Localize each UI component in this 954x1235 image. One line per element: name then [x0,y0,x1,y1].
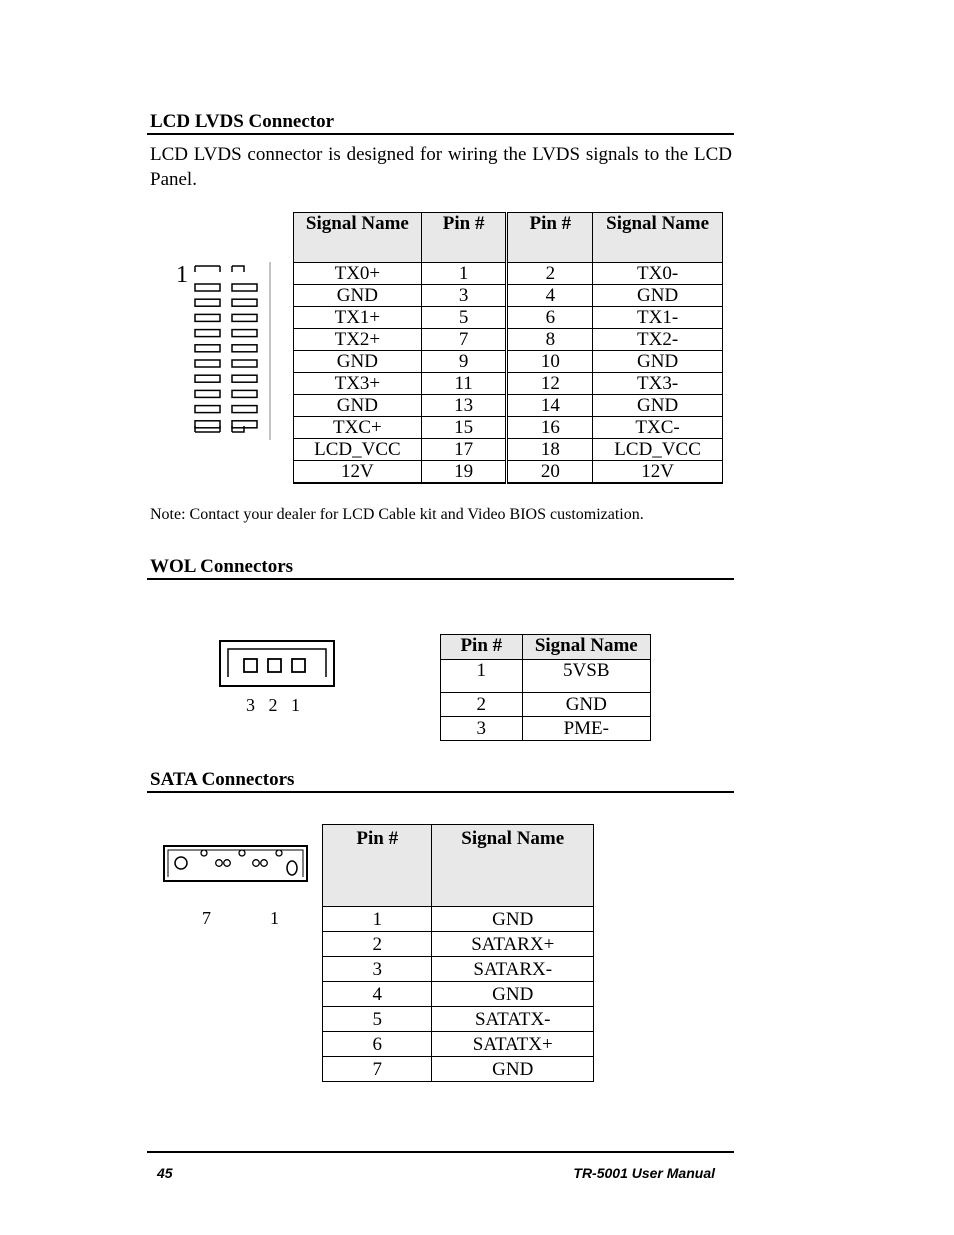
sata-pin: 7 [323,1057,432,1082]
lvds-signal-right: 12V [593,461,723,484]
sata-table-row [323,982,594,1007]
sata-signal: SATARX+ [432,932,594,957]
wol-connector-diagram [218,639,338,689]
lvds-table-row [294,307,723,329]
lvds-pin-left: 11 [421,373,507,395]
sata-pin: 5 [323,1007,432,1032]
lvds-pin-shape [232,375,257,382]
wol-pin-labels: 3 2 1 [246,695,300,715]
lvds-table-row [294,285,723,307]
lvds-signal-left: TX2+ [294,329,422,351]
lvds-pin-shape [232,330,257,337]
lvds-pin-shape [232,406,257,413]
lvds-signal-left: TX1+ [294,307,422,329]
sata-pin: 6 [323,1032,432,1057]
lvds-signal-left: 12V [294,461,422,484]
lvds-table-row [294,395,723,417]
sata-header-signal: Signal Name [432,825,594,907]
lvds-pin-right: 8 [507,329,593,351]
wol-pin-table [440,634,651,741]
sata-table-row [323,907,594,932]
lvds-header-signal-right: Signal Name [593,213,723,263]
wol-header-signal: Signal Name [522,635,650,660]
lvds-table-row [294,373,723,395]
lvds-pin-shape [195,421,220,428]
page-number: 45 [157,1165,173,1181]
sata-title-rule [147,791,734,793]
sata-signal: GND [432,907,594,932]
lvds-header-pin-left: Pin # [421,213,507,263]
lvds-signal-left: GND [294,285,422,307]
sata-pin-table [322,824,594,1082]
sata-signal: GND [432,982,594,1007]
manual-title: TR-5001 User Manual [573,1165,715,1181]
wol-header-pin: Pin # [441,635,523,660]
lvds-signal-right: TX2- [593,329,723,351]
lvds-table-row [294,439,723,461]
lvds-pin1-label: 1 [176,262,188,288]
sata-table-row [323,1032,594,1057]
wol-title-rule [147,578,734,580]
sata-table-row [323,1057,594,1082]
lvds-pin-shape [232,314,257,321]
sata-pin7-label: 7 [202,908,211,928]
lvds-description: LCD LVDS connector is designed for wiring the LVDS signals to the LCD Panel. [150,144,732,190]
sata-table-row [323,1007,594,1032]
lvds-pin-shape [232,360,257,367]
lvds-pin-left: 5 [421,307,507,329]
lvds-pin-right: 14 [507,395,593,417]
lvds-note: Note: Contact your dealer for LCD Cable kit and Video BIOS customization. [150,506,644,523]
lvds-signal-left: GND [294,351,422,373]
lvds-pin-right: 6 [507,307,593,329]
lvds-pin-shape [232,390,257,397]
sata-table-row [323,957,594,982]
lvds-pin-left: 1 [421,263,507,285]
wol-pin-2: 2 [441,693,523,717]
sata-pin: 1 [323,907,432,932]
lvds-header-signal-left: Signal Name [294,213,422,263]
lvds-section-title: LCD LVDS Connector [150,111,335,132]
lvds-pin-shape [232,345,257,352]
sata-signal: GND [432,1057,594,1082]
lvds-pin-left: 19 [421,461,507,484]
lvds-table-row [294,329,723,351]
lvds-pin-right: 18 [507,439,593,461]
wol-pin-1: 1 [441,660,523,693]
lvds-signal-left: TXC+ [294,417,422,439]
lvds-header-pin-right: Pin # [507,213,593,263]
lvds-pin-shape [232,299,257,306]
lvds-pin-left: 17 [421,439,507,461]
sata-pin1-label: 1 [270,908,279,928]
lvds-pin-right: 12 [507,373,593,395]
lvds-pin-left: 15 [421,417,507,439]
wol-signal-1: 5VSB [522,660,650,693]
lvds-pin-table [293,212,723,484]
lvds-pin-left: 7 [421,329,507,351]
lvds-table-row [294,461,723,484]
sata-connector-diagram [162,844,310,884]
lvds-pin-right: 4 [507,285,593,307]
lvds-pin-shape [195,360,220,367]
lvds-pin-left: 3 [421,285,507,307]
lvds-pin-shape [195,406,220,413]
lvds-table-row [294,417,723,439]
lvds-signal-right: TX1- [593,307,723,329]
lvds-pin-right: 20 [507,461,593,484]
lvds-pin-left: 13 [421,395,507,417]
sata-pin: 2 [323,932,432,957]
sata-table-row [323,932,594,957]
lvds-connector-diagram [188,262,278,442]
lvds-signal-right: TX0- [593,263,723,285]
wol-pin-3: 3 [441,717,523,741]
lvds-signal-left: LCD_VCC [294,439,422,461]
lvds-signal-left: GND [294,395,422,417]
lvds-pin-right: 16 [507,417,593,439]
lvds-signal-left: TX3+ [294,373,422,395]
sata-signal: SATARX- [432,957,594,982]
lvds-pin-shape [195,375,220,382]
lvds-signal-right: TXC- [593,417,723,439]
lvds-pin-left: 9 [421,351,507,373]
footer-rule [147,1151,734,1153]
wol-section-title: WOL Connectors [150,556,294,577]
sata-pin: 3 [323,957,432,982]
wol-signal-2: GND [522,693,650,717]
lvds-pin-shape [195,390,220,397]
lvds-table-row [294,263,723,285]
sata-header-pin: Pin # [323,825,432,907]
lvds-pin-right: 2 [507,263,593,285]
lvds-signal-right: LCD_VCC [593,439,723,461]
lvds-pin-shape [195,284,220,291]
lvds-pin-shape [232,284,257,291]
lvds-pin-shape [195,299,220,306]
lvds-signal-right: TX3- [593,373,723,395]
sata-section-title: SATA Connectors [150,769,295,790]
lvds-signal-right: GND [593,395,723,417]
sata-signal: SATATX- [432,1007,594,1032]
lvds-signal-right: GND [593,285,723,307]
wol-signal-3: PME- [522,717,650,741]
lvds-table-row [294,351,723,373]
sata-pin: 4 [323,982,432,1007]
lvds-pin-shape [195,345,220,352]
lvds-pin-right: 10 [507,351,593,373]
lvds-pin-shape [195,330,220,337]
lvds-title-rule [147,133,734,135]
lvds-signal-left: TX0+ [294,263,422,285]
lvds-pin-shape [195,314,220,321]
lvds-signal-right: GND [593,351,723,373]
sata-signal: SATATX+ [432,1032,594,1057]
